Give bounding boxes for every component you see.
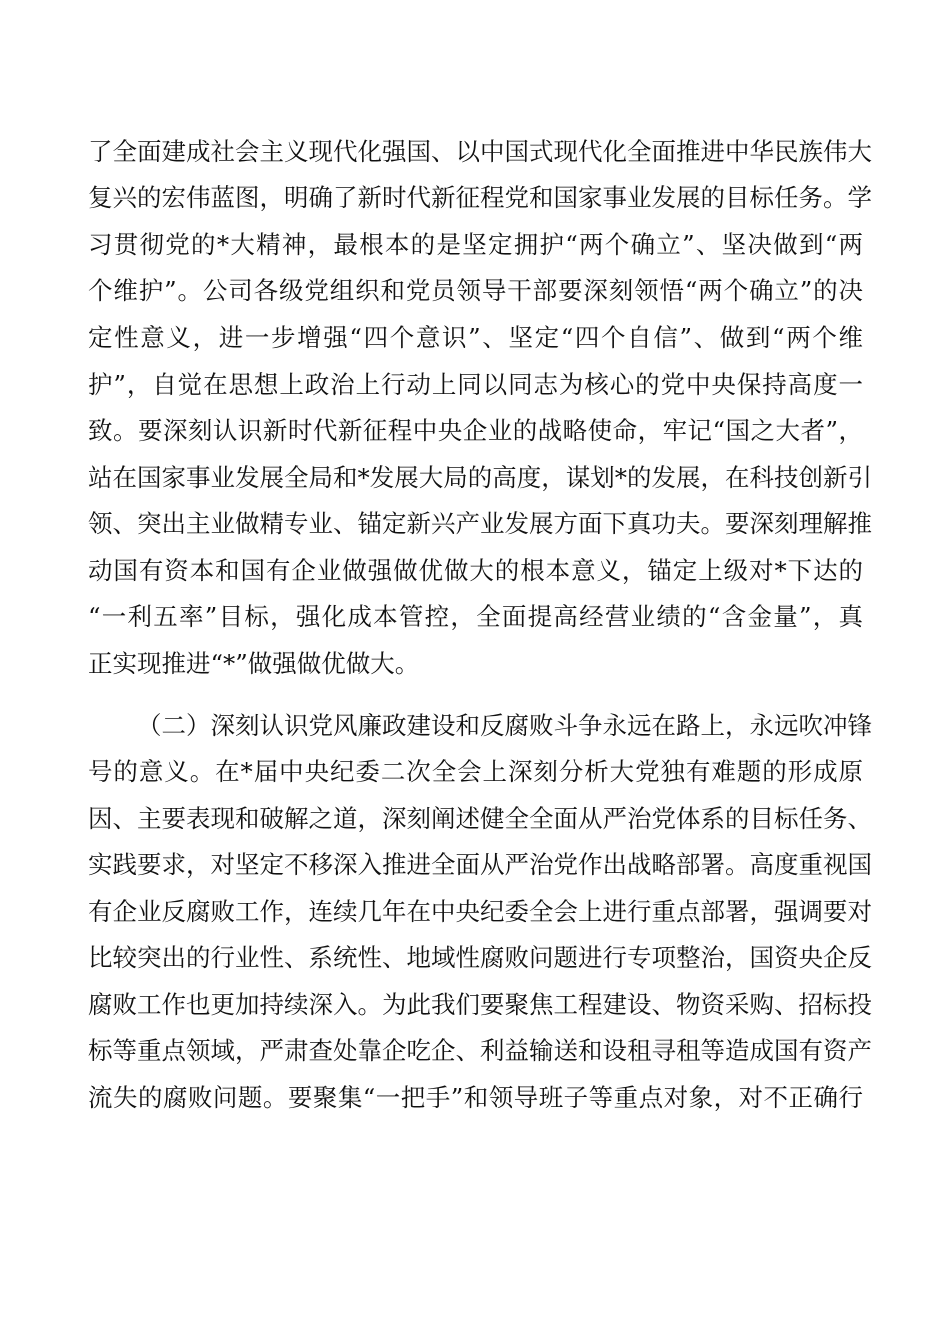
para1-line-2: 复兴的宏伟蓝图，明确了新时代新征程党和国家事业发展的目标任务。学	[88, 183, 872, 212]
para1-line-6: 护”，自觉在思想上政治上行动上同以同志为核心的党中央保持高度一	[88, 370, 863, 399]
para2-line-9: 流失的腐败问题。要聚集“一把手”和领导班子等重点对象，对不正确行	[88, 1083, 863, 1112]
para1-line-3: 习贯彻党的*大精神，最根本的是坚定拥护“两个确立”、坚决做到“两	[88, 230, 863, 259]
para2-line-2: 号的意义。在*届中央纪委二次全会上深刻分析大党独有难题的形成原	[88, 757, 863, 786]
para1-line-12: 正实现推进“*”做强做优做大。	[88, 649, 420, 678]
para1-line-1: 了全面建成社会主义现代化强国、以中国式现代化全面推进中华民族伟大	[88, 137, 872, 166]
para1-line-8: 站在国家事业发展全局和*发展大局的高度，谋划*的发展，在科技创新引	[88, 463, 872, 492]
para1-line-4: 个维护”。公司各级党组织和党员领导干部要深刻领悟“两个确立”的决	[88, 276, 863, 305]
para1-line-9: 领、突出主业做精专业、锚定新兴产业发展方面下真功夫。要深刻理解推	[88, 509, 872, 538]
para1-line-7: 致。要深刻认识新时代新征程中央企业的战略使命，牢记“国之大者”，	[88, 416, 863, 445]
para2-line-7: 腐败工作也更加持续深入。为此我们要聚焦工程建设、物资采购、招标投	[88, 990, 872, 1019]
para2-line-6: 比较突出的行业性、系统性、地域性腐败问题进行专项整治，国资央企反	[88, 943, 872, 972]
para2-line-8: 标等重点领域，严肃查处靠企吃企、利益输送和设租寻租等造成国有资产	[88, 1036, 872, 1065]
para2-line-5: 有企业反腐败工作，连续几年在中央纪委全会上进行重点部署，强调要对	[88, 897, 872, 926]
para1-line-5: 定性意义，进一步增强“四个意识”、坚定“四个自信”、做到“两个维	[88, 323, 863, 352]
para1-line-10: 动国有资本和国有企业做强做优做大的根本意义，锚定上级对*下达的	[88, 556, 863, 585]
para1-line-11: “一利五率”目标，强化成本管控，全面提高经营业绩的“含金量”，真	[88, 602, 863, 631]
para2-line-4: 实践要求，对坚定不移深入推进全面从严治党作出战略部署。高度重视国	[88, 850, 872, 879]
para2-line-1: （二）深刻认识党风廉政建设和反腐败斗争永远在路上，永远吹冲锋	[137, 711, 872, 740]
para2-line-3: 因、主要表现和破解之道，深刻阐述健全全面从严治党体系的目标任务、	[88, 804, 872, 833]
